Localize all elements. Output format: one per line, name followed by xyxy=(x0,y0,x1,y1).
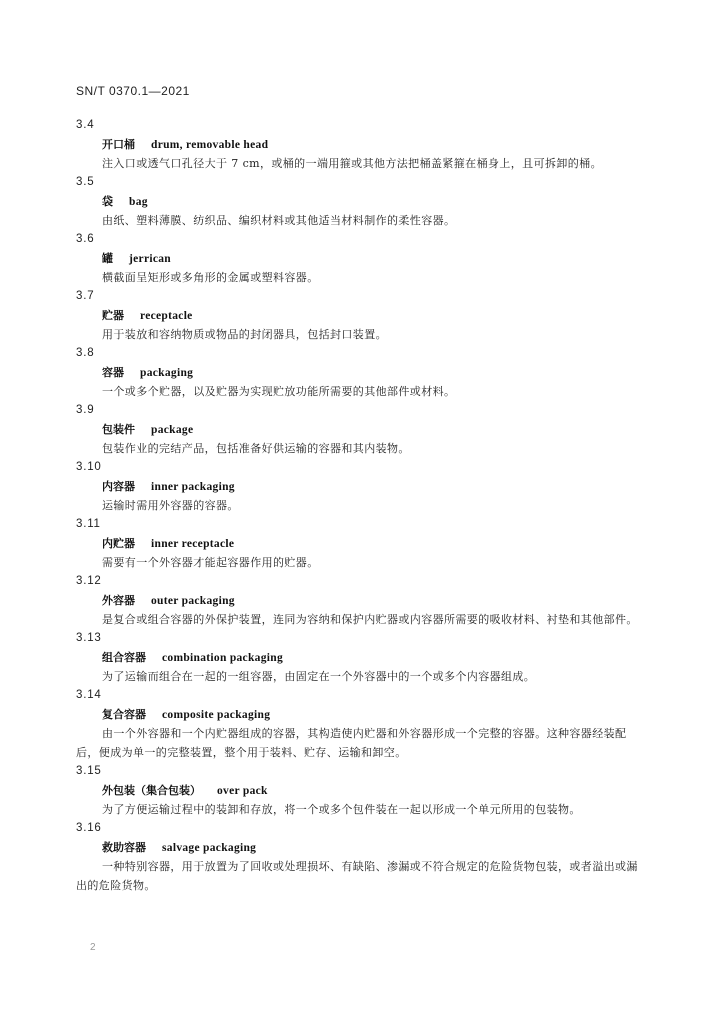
term-heading xyxy=(76,420,646,439)
term-entry xyxy=(76,173,646,230)
term-number: 3.16 xyxy=(76,822,102,834)
term-number: 3.14 xyxy=(76,689,102,701)
term-definition: 为了运输而组合在一起的一组容器，由固定在一个外容器中的一个或多个内容器组成。 xyxy=(102,670,536,683)
terms-list xyxy=(76,116,646,895)
term-zh: 内贮器 xyxy=(102,537,135,550)
term-entry xyxy=(76,515,646,572)
term-zh: 贮器 xyxy=(102,309,124,322)
term-entry xyxy=(76,401,646,458)
term-entry xyxy=(76,686,646,762)
term-heading xyxy=(76,135,646,154)
term-en: inner receptacle xyxy=(151,538,235,550)
term-number: 3.12 xyxy=(76,575,102,587)
term-entry xyxy=(76,344,646,401)
term-definition: 一个或多个贮器，以及贮器为实现贮放功能所需要的其他部件或材料。 xyxy=(102,385,456,398)
term-definition: 包装作业的完结产品，包括准备好供运输的容器和其内装物。 xyxy=(102,442,410,455)
term-en: inner packaging xyxy=(151,481,235,493)
page-number: 2 xyxy=(90,942,96,953)
term-entry xyxy=(76,762,646,819)
term-en: bag xyxy=(129,196,148,208)
term-zh: 复合容器 xyxy=(102,708,146,721)
term-entry xyxy=(76,629,646,686)
term-definition: 用于装放和容纳物质或物品的封闭器具，包括封口装置。 xyxy=(102,328,387,341)
term-en: receptacle xyxy=(140,310,193,322)
term-number: 3.7 xyxy=(76,290,95,302)
term-number: 3.9 xyxy=(76,404,95,416)
term-en: outer packaging xyxy=(151,595,235,607)
term-number: 3.6 xyxy=(76,233,95,245)
term-zh: 包装件 xyxy=(102,423,135,436)
term-zh: 组合容器 xyxy=(102,651,146,664)
term-entry xyxy=(76,230,646,287)
term-heading xyxy=(76,648,646,667)
term-entry xyxy=(76,458,646,515)
term-definition: 一种特别容器，用于放置为了回收或处理损坏、有缺陷、渗漏或不符合规定的危险货物包装，或者溢出或漏出的危险货物。 xyxy=(76,860,638,892)
term-heading xyxy=(76,838,646,857)
term-en: packaging xyxy=(140,367,194,379)
term-definition: 为了方便运输过程中的装卸和存放，将一个或多个包件装在一起以形成一个单元所用的包装物。 xyxy=(102,803,581,816)
term-entry xyxy=(76,287,646,344)
term-zh: 内容器 xyxy=(102,480,135,493)
term-definition: 横截面呈矩形或多角形的金属或塑料容器。 xyxy=(102,271,319,284)
term-number: 3.4 xyxy=(76,119,95,131)
term-zh: 外容器 xyxy=(102,594,135,607)
term-en: over pack xyxy=(217,785,268,797)
term-en: jerrican xyxy=(129,253,171,265)
term-en: composite packaging xyxy=(162,709,271,721)
term-definition: 需要有一个外容器才能起容器作用的贮器。 xyxy=(102,556,319,569)
term-en: drum, removable head xyxy=(151,139,269,151)
term-en: salvage packaging xyxy=(162,842,257,854)
term-heading xyxy=(76,192,646,211)
term-definition: 运输时需用外容器的容器。 xyxy=(102,499,239,512)
term-zh: 救助容器 xyxy=(102,841,146,854)
term-zh: 袋 xyxy=(102,195,113,208)
term-heading xyxy=(76,477,646,496)
term-zh: 罐 xyxy=(102,252,113,265)
term-number: 3.5 xyxy=(76,176,95,188)
term-entry xyxy=(76,572,646,629)
term-heading xyxy=(76,781,646,800)
term-zh: 开口桶 xyxy=(102,138,135,151)
term-heading xyxy=(76,363,646,382)
term-definition: 由纸、塑料薄膜、纺织品、编织材料或其他适当材料制作的柔性容器。 xyxy=(102,214,456,227)
term-definition: 注入口或透气口孔径大于 7 cm，或桶的一端用箍或其他方法把桶盖紧箍在桶身上，且可拆卸的桶。 xyxy=(102,157,602,170)
term-entry xyxy=(76,116,646,173)
term-heading xyxy=(76,705,646,724)
term-heading xyxy=(76,306,646,325)
term-heading xyxy=(76,534,646,553)
term-definition: 是复合或组合容器的外保护装置，连同为容纳和保护内贮器或内容器所需要的吸收材料、衬垫和其他部件。 xyxy=(102,613,638,626)
term-en: combination packaging xyxy=(162,652,284,664)
term-zh: 外包装（集合包装） xyxy=(102,784,201,797)
term-heading xyxy=(76,249,646,268)
term-number: 3.13 xyxy=(76,632,102,644)
standard-code: SN/T 0370.1—2021 xyxy=(76,84,190,98)
term-definition: 由一个外容器和一个内贮器组成的容器，其构造使内贮器和外容器形成一个完整的容器。这种容器经装配后，便成为单一的完整装置，整个用于装料、贮存、运输和卸空。 xyxy=(76,727,627,759)
term-en: package xyxy=(151,424,194,436)
term-entry xyxy=(76,819,646,895)
term-zh: 容器 xyxy=(102,366,124,379)
term-number: 3.10 xyxy=(76,461,102,473)
term-number: 3.11 xyxy=(76,518,101,530)
term-number: 3.8 xyxy=(76,347,95,359)
term-heading xyxy=(76,591,646,610)
term-number: 3.15 xyxy=(76,765,102,777)
